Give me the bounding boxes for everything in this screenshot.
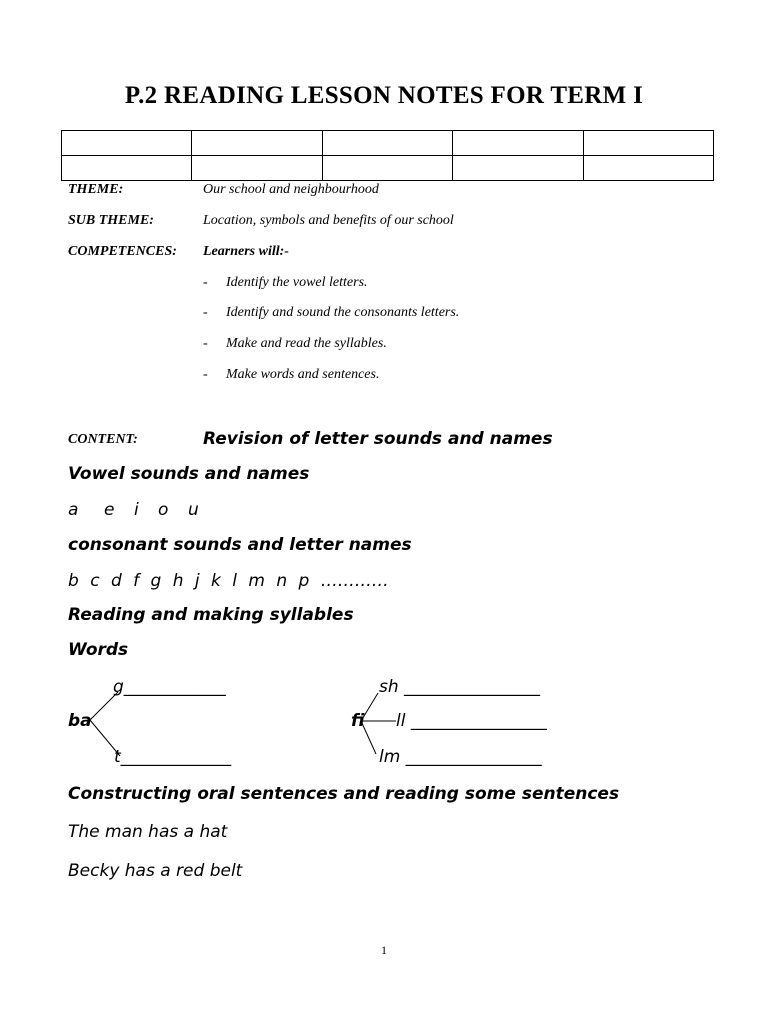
competence-item: Make words and sentences. (226, 367, 380, 382)
content-label: CONTENT: (68, 432, 138, 447)
consonants-line: b c d f g h j k l m n p ………… (68, 571, 389, 591)
bullet-dash: - (203, 305, 208, 320)
theme-label: THEME: (68, 182, 124, 197)
page-number: 1 (381, 943, 387, 957)
word-root-fi: fi (351, 711, 365, 731)
competence-item: Make and read the syllables. (226, 336, 387, 351)
vowel-i: i (134, 500, 139, 520)
competence-item: Identify the vowel letters. (226, 275, 368, 290)
sentence-item: The man has a hat (68, 822, 228, 842)
syllables-heading: Reading and making syllables (68, 605, 354, 625)
vowels-heading: Vowel sounds and names (68, 464, 310, 484)
word-branch-sh: sh ________________ (379, 677, 541, 697)
word-branch-lm: lm ________________ (379, 747, 542, 767)
word-branch-g: g____________ (113, 677, 226, 697)
word-branch-ll: ll ________________ (396, 711, 547, 731)
word-root-ba: ba (68, 711, 92, 731)
subtheme-value: Location, symbols and benefits of our school (203, 213, 454, 228)
subtheme-label: SUB THEME: (68, 213, 154, 228)
word-branch-t: t_____________ (114, 747, 232, 767)
bullet-dash: - (203, 336, 208, 351)
words-heading: Words (68, 640, 129, 660)
page-title: P.2 READING LESSON NOTES FOR TERM I (124, 82, 644, 109)
sentences-heading: Constructing oral sentences and reading some sentences (68, 784, 620, 804)
competences-label: COMPETENCES: (68, 244, 177, 259)
sentence-item: Becky has a red belt (68, 861, 243, 881)
bullet-dash: - (203, 275, 208, 290)
bullet-dash: - (203, 367, 208, 382)
vowel-a: a (68, 500, 79, 520)
vowel-e: e (104, 500, 115, 520)
competence-item: Identify and sound the consonants letters. (226, 305, 460, 320)
vowel-o: o (158, 500, 169, 520)
competences-intro: Learners will:- (203, 244, 289, 259)
vowel-u: u (188, 500, 199, 520)
theme-value: Our school and neighbourhood (203, 182, 379, 197)
consonants-heading: consonant sounds and letter names (68, 535, 412, 555)
content-heading: Revision of letter sounds and names (203, 429, 553, 449)
